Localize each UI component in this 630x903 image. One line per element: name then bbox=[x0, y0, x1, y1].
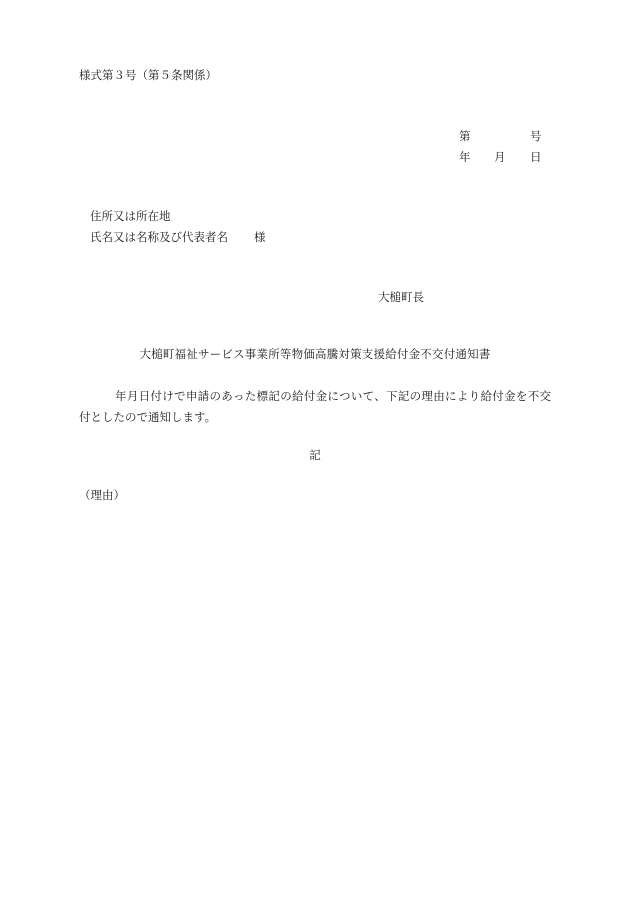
body-text: 日付けで申請のあった標記の給付金について、下記の理由により給付金を不交付としたので通知します。 bbox=[79, 389, 552, 424]
recipient-honorific: 様 bbox=[254, 230, 266, 244]
body-year-unit: 年 bbox=[115, 389, 127, 403]
date-day-label: 日 bbox=[530, 150, 542, 164]
reason-label: （理由） bbox=[79, 488, 125, 502]
document-number-prefix: 第 bbox=[459, 129, 471, 143]
recipient-name-label: 氏名又は名称及び代表者名 bbox=[90, 230, 228, 244]
record-mark: 記 bbox=[309, 448, 321, 462]
recipient-address-label: 住所又は所在地 bbox=[90, 209, 171, 223]
document-title: 大槌町福祉サービス事業所等物価高騰対策支援給付金不交付通知書 bbox=[139, 347, 491, 361]
date-year-label: 年 bbox=[459, 150, 471, 164]
issuer-name: 大槌町長 bbox=[378, 290, 424, 304]
form-id: 様式第３号（第５条関係） bbox=[79, 68, 217, 82]
document-number-suffix: 号 bbox=[530, 129, 542, 143]
date-month-label: 月 bbox=[494, 150, 506, 164]
body-month-unit: 月 bbox=[126, 389, 139, 403]
notice-body bbox=[79, 386, 551, 428]
